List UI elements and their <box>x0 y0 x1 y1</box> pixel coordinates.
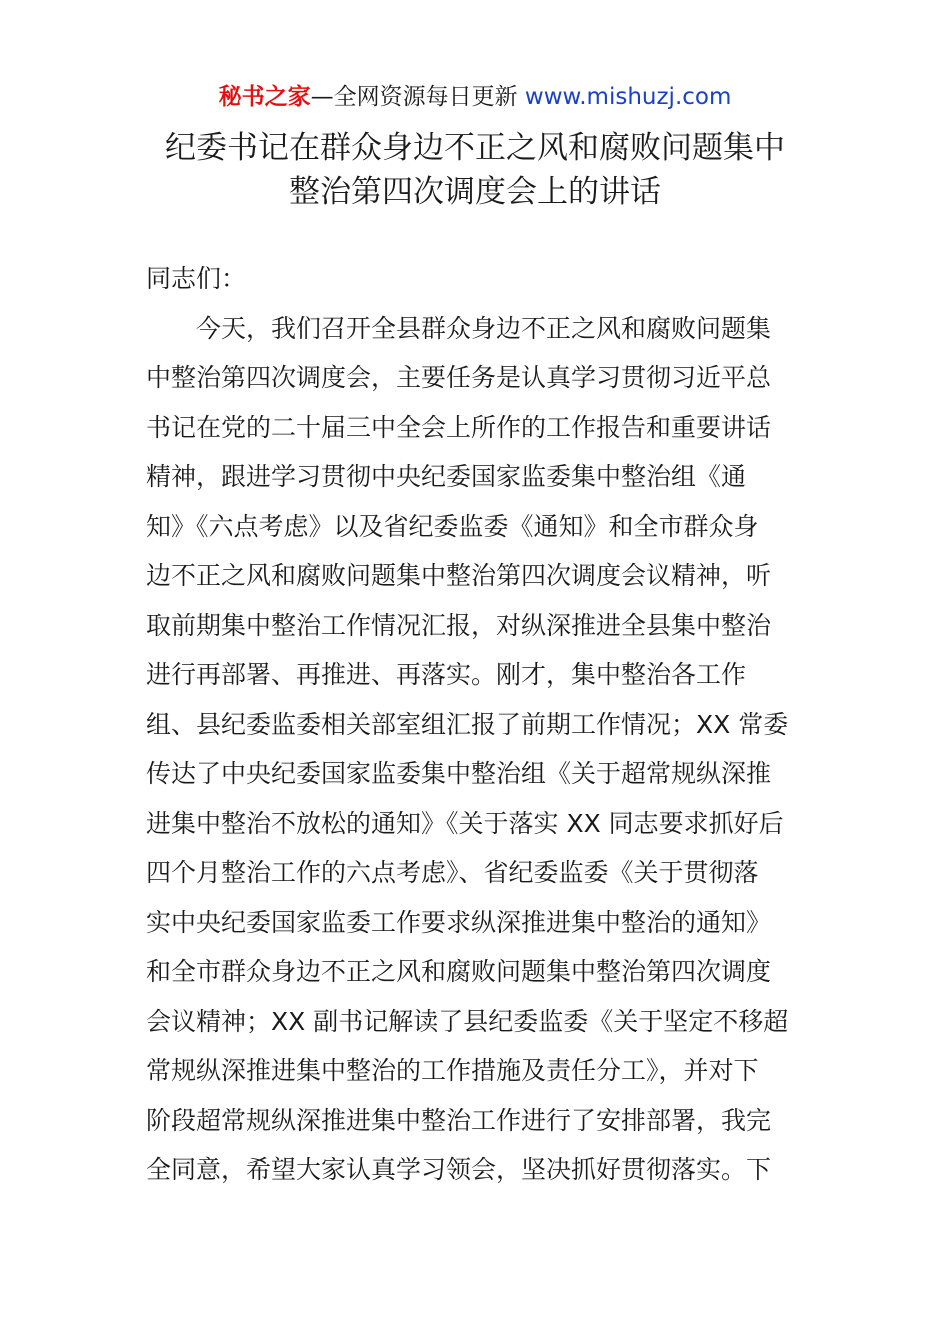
paragraph-line: 进集中整治不放松的通知》《关于落实 XX 同志要求抓好后 <box>146 808 784 838</box>
paragraph-line: 四个月整治工作的六点考虑》、省纪委监委《关于贯彻落 <box>146 858 759 887</box>
paragraph-line: 常规纵深推进集中整治的工作措施及责任分工》，并对下 <box>146 1056 759 1085</box>
paragraph-line: 精神，跟进学习贯彻中央纪委国家监委集中整治组《通 <box>146 462 747 491</box>
paragraph-line: 会议精神；XX 副书记解读了县纪委监委《关于坚定不移超 <box>146 1006 789 1036</box>
document-title <box>0 126 950 214</box>
site-tagline: —全网资源每日更新 <box>310 84 525 110</box>
paragraph-line: 组、县纪委监委相关部室组汇报了前期工作情况；XX 常委 <box>146 709 789 739</box>
paragraph-line: 今天，我们召开全县群众身边不正之风和腐败问题集 <box>196 313 772 343</box>
title-line: 整治第四次调度会上的讲话 <box>289 174 661 210</box>
greeting: 同志们： <box>146 264 247 293</box>
paragraph-line: 中整治第四次调度会，主要任务是认真学习贯彻习近平总 <box>146 363 772 392</box>
paragraph-line: 进行再部署、再推进、再落实。刚才，集中整治各工作 <box>146 660 747 689</box>
site-url-link[interactable]: www.mishuzj.com <box>524 84 732 110</box>
document-body <box>146 254 826 1195</box>
paragraph-line: 边不正之风和腐败问题集中整治第四次调度会议精神，听 <box>146 561 772 590</box>
site-header <box>0 80 950 114</box>
title-line: 纪委书记在群众身边不正之风和腐败问题集中 <box>165 130 785 166</box>
site-brand: 秘书之家 <box>218 84 311 110</box>
paragraph-line: 取前期集中整治工作情况汇报，对纵深推进全县集中整治 <box>146 610 772 640</box>
paragraph-line: 传达了中央纪委国家监委集中整治组《关于超常规纵深推 <box>146 759 772 788</box>
paragraph-line: 书记在党的二十届三中全会上所作的工作报告和重要讲话 <box>146 412 772 442</box>
paragraph-line: 实中央纪委国家监委工作要求纵深推进集中整治的通知》 <box>146 907 772 937</box>
paragraph-line: 全同意，希望大家认真学习领会，坚决抓好贯彻落实。下 <box>146 1155 772 1184</box>
paragraph-line: 知》《六点考虑》以及省纪委监委《通知》和全市群众身 <box>146 511 759 541</box>
paragraph-line: 阶段超常规纵深推进集中整治工作进行了安排部署，我完 <box>146 1105 772 1135</box>
paragraph-line: 和全市群众身边不正之风和腐败问题集中整治第四次调度 <box>146 957 772 986</box>
